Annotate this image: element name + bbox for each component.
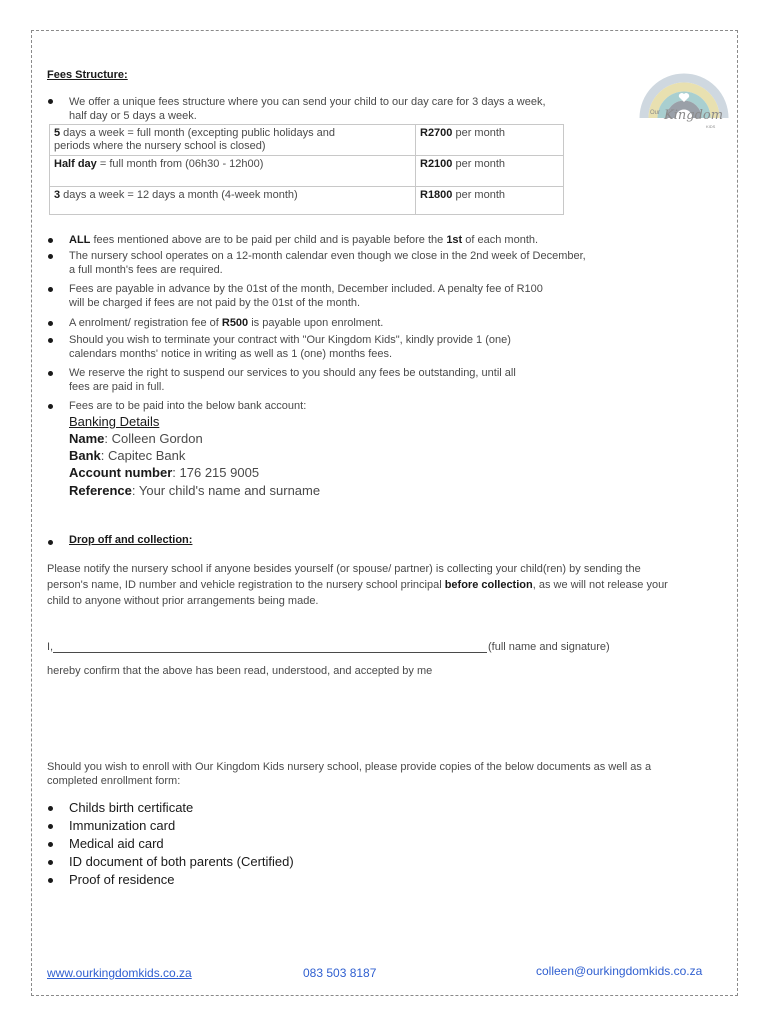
rule-advance-line-1: Fees are payable in advance by the 01st of the month, December included. A penalty fee of R100: [69, 283, 543, 295]
rule-text: is payable upon enrolment.: [248, 317, 384, 329]
rule-advance-line-2: will be charged if fees are not paid by the 01st of the month.: [69, 297, 361, 309]
fee-period: per month: [452, 189, 506, 201]
fee-amount: R2700: [420, 127, 453, 139]
rule-enrolment-fee: [69, 316, 383, 330]
bullet: [48, 321, 53, 326]
enroll-line-2: completed enrollment form:: [47, 775, 181, 787]
kingdom-kids-logo: [636, 40, 732, 132]
rule-suspend-line-1: We reserve the right to suspend our services to you should any fees be outstanding, until all: [69, 367, 516, 379]
dropoff-heading: Drop off and collection:: [69, 534, 193, 546]
fee-bold: 5: [54, 127, 61, 139]
fees-table: [49, 124, 564, 215]
website-link[interactable]: www.ourkingdomkids.co.za: [47, 966, 192, 980]
banking-value: : Colleen Gordon: [104, 431, 203, 446]
rule-suspend-line-2: fees are paid in full.: [69, 381, 165, 393]
doc-immunization-card: Immunization card: [69, 818, 176, 833]
banking-label: Account number: [69, 465, 173, 480]
dropoff-line-2: [47, 578, 668, 592]
fee-amount: R2100: [420, 158, 453, 170]
logo-small-bottom: KIDS: [706, 124, 716, 129]
bullet: [48, 99, 53, 104]
rule-terminate-line-2: calendars months' notice in writing as well as 1 (one) months fees.: [69, 348, 393, 360]
fee-desc-line-1: days a week = full month (excepting public holidays and: [60, 127, 335, 139]
bullet: [48, 371, 53, 376]
fee-period: per month: [452, 127, 506, 139]
intro-line-2: half day or 5 days a week.: [69, 110, 197, 122]
table-row: [50, 125, 564, 156]
fee-bold: Half day: [54, 158, 97, 170]
fee-description: [50, 187, 416, 215]
rule-bold: 1st: [446, 234, 463, 246]
fees-structure-heading: Fees Structure:: [47, 69, 128, 81]
logo-text: Kingdom: [664, 108, 724, 123]
fee-description: [50, 156, 416, 187]
logo-small-top: Our: [650, 110, 661, 116]
rule-calendar-line-1: The nursery school operates on a 12-month calendar even though we close in the 2nd week of December,: [69, 250, 586, 262]
fee-period: per month: [452, 158, 506, 170]
bullet: [48, 860, 53, 865]
rule-bold: R500: [221, 317, 249, 329]
bullet: [48, 238, 53, 243]
rule-terminate-line-1: Should you wish to terminate your contract with "Our Kingdom Kids", kindly provide 1 (one): [69, 334, 511, 346]
bullet: [48, 806, 53, 811]
banking-details-title: Banking Details: [69, 414, 160, 429]
fee-price: [416, 156, 564, 187]
fee-desc-line-1: days a week = 12 days a month (4-week month): [60, 189, 298, 201]
dropoff-text: person's name, ID number and vehicle registration to the nursery school principal: [47, 579, 445, 591]
rule-text: of each month.: [462, 234, 539, 246]
bullet: [48, 878, 53, 883]
banking-account: [69, 465, 259, 481]
bullet: [48, 842, 53, 847]
bullet: [48, 404, 53, 409]
banking-reference: [69, 483, 320, 499]
fee-desc-line-2: periods where the nursery school is closed): [54, 140, 266, 152]
doc-id-parents: ID document of both parents (Certified): [69, 854, 294, 869]
signature-prefix: I,: [47, 641, 54, 653]
fee-price: [416, 187, 564, 215]
signature-label: (full name and signature): [488, 641, 610, 653]
dropoff-bold: before collection: [444, 579, 533, 591]
fee-price: [416, 125, 564, 156]
fee-desc-line-1: = full month from (06h30 - 12h00): [96, 158, 264, 170]
fee-bold: 3: [54, 189, 61, 201]
banking-value: : Capitec Bank: [100, 448, 186, 463]
fee-amount: R1800: [420, 189, 453, 201]
confirm-text: hereby confirm that the above has been read, understood, and accepted by me: [47, 665, 433, 677]
dropoff-text: , as we will not release your: [532, 579, 668, 591]
banking-label: Bank: [69, 448, 101, 463]
banking-value: : Your child's name and surname: [131, 483, 321, 498]
signature-line[interactable]: [53, 652, 487, 653]
banking-label: Name: [69, 431, 105, 446]
phone-number: 083 503 8187: [303, 966, 377, 980]
rule-calendar-line-2: a full month's fees are required.: [69, 264, 223, 276]
intro-line-1: We offer a unique fees structure where you can send your child to our day care for 3 days a week,: [69, 96, 546, 108]
bullet: [48, 338, 53, 343]
doc-proof-of-residence: Proof of residence: [69, 872, 175, 887]
rule-text: A enrolment/ registration fee of: [69, 317, 222, 329]
bullet: [48, 824, 53, 829]
email-link[interactable]: colleen@ourkingdomkids.co.za: [536, 964, 703, 978]
dropoff-line-3: child to anyone without prior arrangements being made.: [47, 595, 319, 607]
rule-bank-account: Fees are to be paid into the below bank account:: [69, 400, 307, 412]
enroll-line-1: Should you wish to enroll with Our Kingdom Kids nursery school, please provide copies of the below documents as well as a: [47, 761, 652, 773]
banking-name: [69, 431, 203, 447]
dropoff-line-1: Please notify the nursery school if anyone besides yourself (or spouse/ partner) is collecting your child(ren) by sending the: [47, 563, 641, 575]
bullet: [48, 540, 53, 545]
fee-description: [50, 125, 416, 156]
doc-medical-aid-card: Medical aid card: [69, 836, 164, 851]
doc-birth-certificate: Childs birth certificate: [69, 800, 194, 815]
table-row: [50, 156, 564, 187]
banking-value: : 176 215 9005: [172, 465, 260, 480]
banking-bank: [69, 448, 185, 464]
rule-bold: ALL: [69, 234, 91, 246]
bullet: [48, 254, 53, 259]
banking-label: Reference: [69, 483, 132, 498]
rule-all-fees: [69, 233, 538, 247]
table-row: [50, 187, 564, 215]
rule-text: fees mentioned above are to be paid per child and is payable before the: [90, 234, 447, 246]
bullet: [48, 287, 53, 292]
